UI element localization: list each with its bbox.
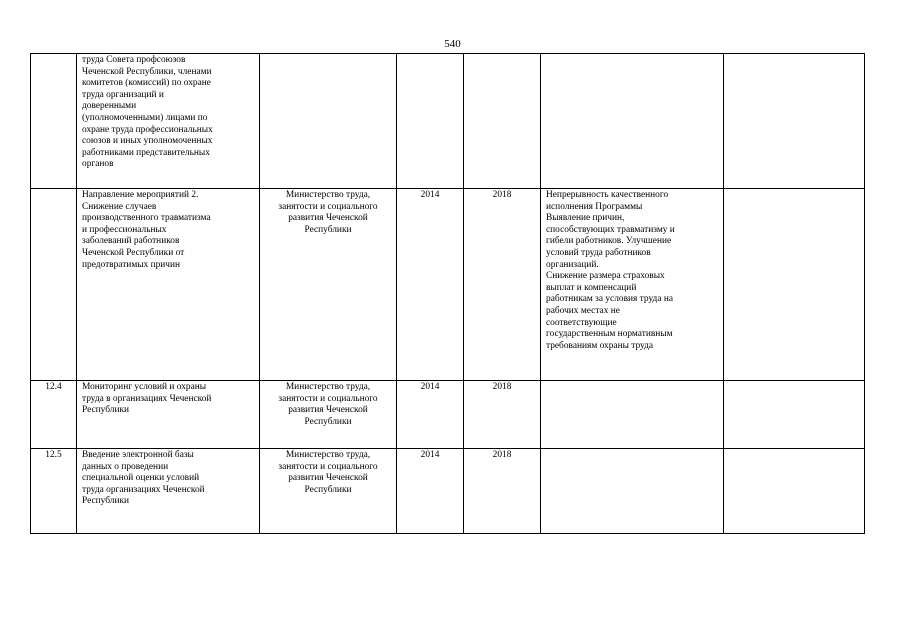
cell-text-line: (уполномоченными) лицами по bbox=[82, 112, 208, 123]
cell-text-line: труда в организациях Чеченской bbox=[82, 393, 212, 404]
cell-text-line: способствующих травматизму и bbox=[546, 224, 675, 235]
cell-text-line: рабочих местах не bbox=[546, 305, 620, 316]
cell-text-line: Республики bbox=[304, 484, 352, 495]
cell-text-line: труда организаций и bbox=[82, 89, 164, 100]
cell-text-line: занятости и социального bbox=[278, 393, 378, 404]
measure-cell bbox=[77, 449, 260, 534]
measure-cell bbox=[77, 381, 260, 449]
row-number-cell bbox=[31, 54, 77, 189]
cell-text-line: специальной оценки условий bbox=[82, 473, 200, 484]
executor-cell bbox=[260, 381, 397, 449]
cell-text-line: Мониторинг условий и охраны bbox=[82, 382, 207, 392]
cell-text-line: организаций. bbox=[546, 259, 599, 270]
end-year-cell: 2018 bbox=[464, 449, 541, 534]
page-number: 540 bbox=[444, 38, 461, 50]
cell-text-line: охране труда профессиональных bbox=[82, 124, 213, 135]
cell-text-line: исполнения Программы bbox=[546, 201, 643, 212]
cell-text-line: производственного травматизма bbox=[82, 213, 211, 224]
cell-text-line: занятости и социального bbox=[278, 201, 378, 212]
cell-text-line: заболеваний работников bbox=[82, 236, 180, 247]
cell-text-line: Республики bbox=[82, 496, 130, 507]
cell-text-line: комитетов (комиссий) по охране bbox=[82, 78, 211, 89]
cell-text-line: государственным нормативным bbox=[546, 329, 673, 340]
cell-text-line: Министерство труда, bbox=[285, 450, 371, 460]
cell-text-line: и профессиональных bbox=[82, 224, 167, 235]
cell-text-line: Снижение случаев bbox=[82, 201, 157, 212]
result-cell bbox=[541, 189, 724, 381]
result-cell bbox=[541, 449, 724, 534]
end-year-cell: 2018 bbox=[464, 189, 541, 381]
extra-cell bbox=[724, 381, 865, 449]
executor-cell bbox=[260, 449, 397, 534]
cell-text-line: данных о проведении bbox=[82, 461, 169, 472]
start-year-cell: 2014 bbox=[397, 449, 464, 534]
cell-text-line: развития Чеченской bbox=[288, 473, 368, 484]
executor-cell bbox=[260, 189, 397, 381]
extra-cell bbox=[724, 189, 865, 381]
executor-cell bbox=[260, 54, 397, 189]
cell-text-line: доверенными bbox=[82, 101, 137, 112]
cell-text-line: Министерство труда, bbox=[285, 190, 371, 200]
cell-text-line: развития Чеченской bbox=[288, 405, 368, 416]
cell-text-line: Введение электронной базы bbox=[82, 450, 194, 460]
cell-text-line: работниками представительных bbox=[82, 147, 210, 158]
cell-text-line: труда организациях Чеченской bbox=[82, 484, 205, 495]
cell-text-line: занятости и социального bbox=[278, 461, 378, 472]
row-number-cell: 12.4 bbox=[31, 381, 77, 449]
start-year-cell bbox=[397, 54, 464, 189]
cell-text-line: Снижение размера страховых bbox=[546, 271, 665, 282]
cell-text-line: предотвратимых причин bbox=[82, 259, 181, 270]
table-row bbox=[31, 54, 865, 189]
cell-text-line: Республики bbox=[304, 224, 352, 235]
cell-text-line: Республики bbox=[304, 416, 352, 427]
table-row bbox=[31, 381, 865, 449]
cell-text-line: союзов и иных уполномоченных bbox=[82, 136, 213, 147]
cell-text-line: требованиям охраны труда bbox=[546, 340, 654, 351]
cell-text-line: соответствующие bbox=[546, 317, 617, 328]
extra-cell bbox=[724, 54, 865, 189]
cell-text-line: Чеченской Республики от bbox=[82, 247, 185, 258]
cell-text-line: Республики bbox=[82, 405, 130, 416]
cell-text-line: труда Совета профсоюзов bbox=[82, 55, 186, 65]
cell-text-line: выплат и компенсаций bbox=[546, 282, 637, 293]
extra-cell bbox=[724, 449, 865, 534]
end-year-cell bbox=[464, 54, 541, 189]
cell-text-line: Непрерывность качественного bbox=[546, 190, 669, 200]
end-year-cell: 2018 bbox=[464, 381, 541, 449]
cell-text-line: работникам за условия труда на bbox=[546, 294, 674, 305]
cell-text-line: гибели работников. Улучшение bbox=[546, 236, 672, 247]
measure-cell bbox=[77, 54, 260, 189]
cell-text-line: условий труда работников bbox=[546, 247, 651, 258]
cell-text-line: Чеченской Республики, членами bbox=[82, 66, 212, 77]
table-row bbox=[31, 189, 865, 381]
row-number-cell: 12.5 bbox=[31, 449, 77, 534]
cell-text-line: Министерство труда, bbox=[285, 382, 371, 392]
row-number-cell bbox=[31, 189, 77, 381]
table-row bbox=[31, 449, 865, 534]
start-year-cell: 2014 bbox=[397, 381, 464, 449]
measure-cell bbox=[77, 189, 260, 381]
program-measures-table bbox=[30, 53, 865, 534]
cell-text-line: Направление мероприятий 2. bbox=[82, 190, 199, 200]
result-cell bbox=[541, 54, 724, 189]
result-cell bbox=[541, 381, 724, 449]
cell-text-line: органов bbox=[82, 159, 114, 170]
cell-text-line: Выявление причин, bbox=[546, 213, 625, 224]
cell-text-line: развития Чеченской bbox=[288, 213, 368, 224]
start-year-cell: 2014 bbox=[397, 189, 464, 381]
